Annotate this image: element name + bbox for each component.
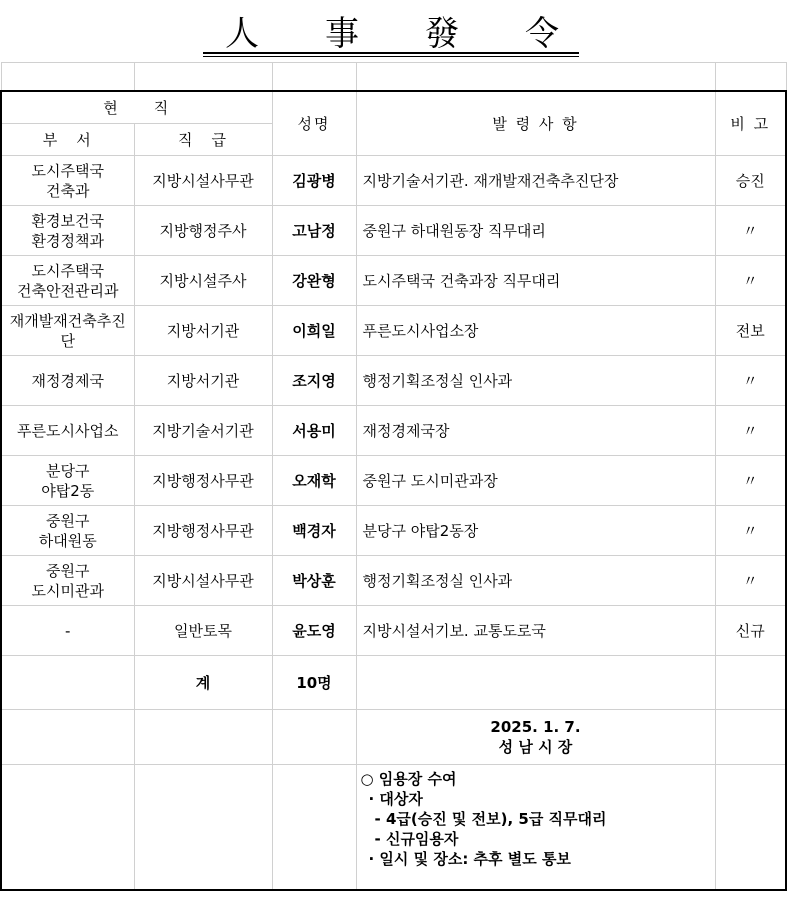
department-line: 도시미관과 <box>31 581 104 600</box>
table-row <box>1 306 786 356</box>
rank-cell: 지방시설사무관 <box>134 156 272 206</box>
table-row <box>1 206 786 256</box>
name-cell: 박상훈 <box>272 556 356 606</box>
remark-cell: 〃 <box>715 506 786 556</box>
rank-cell: 지방행정사무관 <box>134 506 272 556</box>
rank-cell: 지방행정주사 <box>134 206 272 256</box>
department-line: 푸른도시사업소 <box>17 421 119 440</box>
table-row <box>1 506 786 556</box>
header-row-1 <box>1 91 786 124</box>
order-cell: 재정경제국장 <box>356 406 715 456</box>
table-row <box>1 256 786 306</box>
header-remarks: 비 고 <box>715 91 786 156</box>
notice-line: · 일시 및 장소: 추후 별도 통보 <box>368 850 571 868</box>
remark-cell: 〃 <box>715 456 786 506</box>
notice-line: - 신규임용자 <box>374 830 459 848</box>
department-line: 도시주택국 <box>31 261 104 280</box>
order-cell: 중원구 하대원동장 직무대리 <box>356 206 715 256</box>
table-row <box>1 356 786 406</box>
order-cell: 행정기획조정실 인사과 <box>356 556 715 606</box>
department-line: 중원구 <box>46 511 90 530</box>
department-cell <box>1 156 134 206</box>
remark-cell: 〃 <box>715 206 786 256</box>
order-cell: 지방기술서기관. 재개발재건축추진단장 <box>356 156 715 206</box>
department-cell <box>1 556 134 606</box>
department-cell <box>1 506 134 556</box>
name-cell: 백경자 <box>272 506 356 556</box>
department-line: 재정경제국 <box>31 371 104 390</box>
department-cell <box>1 256 134 306</box>
header-rank: 직 급 <box>134 124 272 156</box>
header-name: 성명 <box>272 91 356 156</box>
name-cell: 윤도영 <box>272 606 356 656</box>
notice-line: · 대상자 <box>368 790 423 808</box>
department-line: 중원구 <box>46 561 90 580</box>
rank-cell: 지방시설사무관 <box>134 556 272 606</box>
order-cell: 지방시설서기보. 교통도로국 <box>356 606 715 656</box>
department-line: 환경보건국 <box>31 211 104 230</box>
department-line: 도시주택국 <box>31 161 104 180</box>
rank-cell: 지방서기관 <box>134 306 272 356</box>
header-department: 부 서 <box>1 124 134 156</box>
title-char: 發 <box>425 14 465 54</box>
notice-row <box>1 765 786 891</box>
total-count: 10명 <box>272 656 356 710</box>
order-cell: 행정기획조정실 인사과 <box>356 356 715 406</box>
table-row <box>1 556 786 606</box>
issue-date: 2025. 1. 7. <box>490 718 581 736</box>
title-area <box>0 0 790 62</box>
department-line: 분당구 <box>46 461 90 480</box>
table-row <box>1 406 786 456</box>
signature-row <box>1 710 786 765</box>
notice-block <box>356 765 715 891</box>
header-order: 발 령 사 항 <box>356 91 715 156</box>
total-label: 계 <box>134 656 272 710</box>
table-row <box>1 156 786 206</box>
rank-cell: 지방시설주사 <box>134 256 272 306</box>
remark-cell: 〃 <box>715 556 786 606</box>
order-cell: 도시주택국 건축과장 직무대리 <box>356 256 715 306</box>
remark-cell: 전보 <box>715 306 786 356</box>
header-current-position: 현 직 <box>1 91 272 124</box>
name-cell: 김광병 <box>272 156 356 206</box>
department-cell <box>1 456 134 506</box>
name-cell: 서용미 <box>272 406 356 456</box>
table-row <box>1 456 786 506</box>
department-line: 야탑2동 <box>41 481 95 500</box>
rank-cell: 일반토목 <box>134 606 272 656</box>
remark-cell: 승진 <box>715 156 786 206</box>
notice-line: - 4급(승진 및 전보), 5급 직무대리 <box>374 810 607 828</box>
department-cell <box>1 356 134 406</box>
department-cell <box>1 406 134 456</box>
title-char: 事 <box>325 14 365 54</box>
remark-cell: 〃 <box>715 356 786 406</box>
rank-cell: 지방서기관 <box>134 356 272 406</box>
title-underline <box>203 52 579 54</box>
personnel-order-table <box>0 62 787 891</box>
department-line: 하대원동 <box>38 531 97 550</box>
notice-line: ○ 임용장 수여 <box>360 770 457 788</box>
name-cell: 이희일 <box>272 306 356 356</box>
department-line: - <box>65 621 71 640</box>
department-line: 재개발재건축추진 <box>9 311 126 330</box>
page-title <box>0 14 790 54</box>
rank-cell: 지방행정사무관 <box>134 456 272 506</box>
department-cell <box>1 606 134 656</box>
total-row <box>1 656 786 710</box>
remark-cell: 〃 <box>715 256 786 306</box>
name-cell: 강완형 <box>272 256 356 306</box>
title-char: 人 <box>225 14 265 54</box>
remark-cell: 신규 <box>715 606 786 656</box>
table-row <box>1 606 786 656</box>
name-cell: 오재학 <box>272 456 356 506</box>
spacer-row <box>1 63 786 92</box>
title-underline <box>203 56 579 57</box>
order-cell: 푸른도시사업소장 <box>356 306 715 356</box>
department-line: 건축과 <box>46 181 90 200</box>
name-cell: 조지영 <box>272 356 356 406</box>
order-cell: 중원구 도시미관과장 <box>356 456 715 506</box>
department-line: 단 <box>60 331 75 350</box>
department-line: 건축안전관리과 <box>17 281 119 300</box>
department-cell <box>1 206 134 256</box>
rank-cell: 지방기술서기관 <box>134 406 272 456</box>
department-line: 환경정책과 <box>31 231 104 250</box>
issuer: 성 남 시 장 <box>498 738 573 756</box>
name-cell: 고남정 <box>272 206 356 256</box>
title-char: 令 <box>525 14 565 54</box>
signature-block <box>356 710 715 765</box>
department-cell <box>1 306 134 356</box>
remark-cell: 〃 <box>715 406 786 456</box>
order-cell: 분당구 야탑2동장 <box>356 506 715 556</box>
